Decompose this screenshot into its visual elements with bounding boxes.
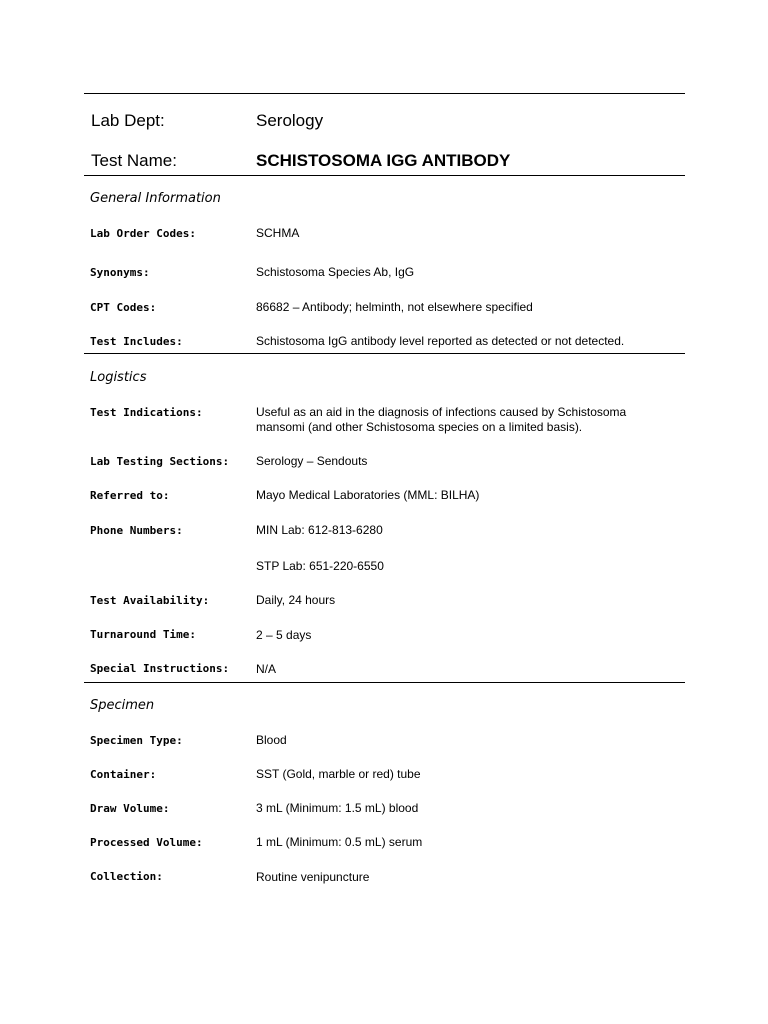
field-value: MIN Lab: 612-813-6280 xyxy=(256,523,383,537)
field-label: Phone Numbers: xyxy=(90,524,183,537)
field-value: SCHMA xyxy=(256,226,300,240)
field-value: Daily, 24 hours xyxy=(256,593,336,607)
field-value: Schistosoma Species Ab, IgG xyxy=(256,265,415,279)
field-label: Processed Volume: xyxy=(90,836,203,849)
section-title-general: General Information xyxy=(90,191,221,206)
field-label: Test Availability: xyxy=(90,594,210,607)
field-label: Synonyms: xyxy=(90,266,150,279)
top-rule xyxy=(84,93,685,94)
field-value: Serology – Sendouts xyxy=(256,454,368,468)
test-name-value: SCHISTOSOMA IGG ANTIBODY xyxy=(256,151,511,170)
field-label: Collection: xyxy=(90,870,163,883)
field-label: CPT Codes: xyxy=(90,301,157,314)
section-rule xyxy=(84,175,685,176)
field-value: Routine venipuncture xyxy=(256,870,370,884)
field-value: STP Lab: 651-220-6550 xyxy=(256,559,384,573)
field-value: 86682 – Antibody; helminth, not elsewhere specified xyxy=(256,300,533,314)
field-value: SST (Gold, marble or red) tube xyxy=(256,767,421,781)
field-value: Blood xyxy=(256,733,287,747)
field-value: N/A xyxy=(256,662,277,676)
section-title-specimen: Specimen xyxy=(90,698,155,713)
field-label: Lab Order Codes: xyxy=(90,227,196,240)
field-value: Schistosoma IgG antibody level reported as detected or not detected. xyxy=(256,334,625,348)
field-label: Test Indications: xyxy=(90,406,203,419)
field-label: Container: xyxy=(90,768,157,781)
field-value: 3 mL (Minimum: 1.5 mL) blood xyxy=(256,801,419,815)
lab-dept-label: Lab Dept: xyxy=(91,111,165,130)
field-value: 1 mL (Minimum: 0.5 mL) serum xyxy=(256,835,423,849)
section-rule xyxy=(84,682,685,683)
lab-dept-value: Serology xyxy=(256,111,324,130)
field-label: Test Includes: xyxy=(90,335,183,348)
field-label: Draw Volume: xyxy=(90,802,170,815)
field-value: 2 – 5 days xyxy=(256,628,312,642)
field-label: Specimen Type: xyxy=(90,734,183,747)
field-label: Special Instructions: xyxy=(90,662,230,675)
test-name-label: Test Name: xyxy=(91,151,177,170)
field-label: Lab Testing Sections: xyxy=(90,455,230,468)
field-label: Referred to: xyxy=(90,489,170,502)
field-label: Turnaround Time: xyxy=(90,628,196,641)
field-value: Useful as an aid in the diagnosis of infections caused by Schistosoma mansomi (and other Schistosoma species on a limited basis). xyxy=(256,405,627,434)
section-rule xyxy=(84,353,685,354)
field-value: Mayo Medical Laboratories (MML: BILHA) xyxy=(256,488,480,502)
section-title-logistics: Logistics xyxy=(90,370,147,385)
